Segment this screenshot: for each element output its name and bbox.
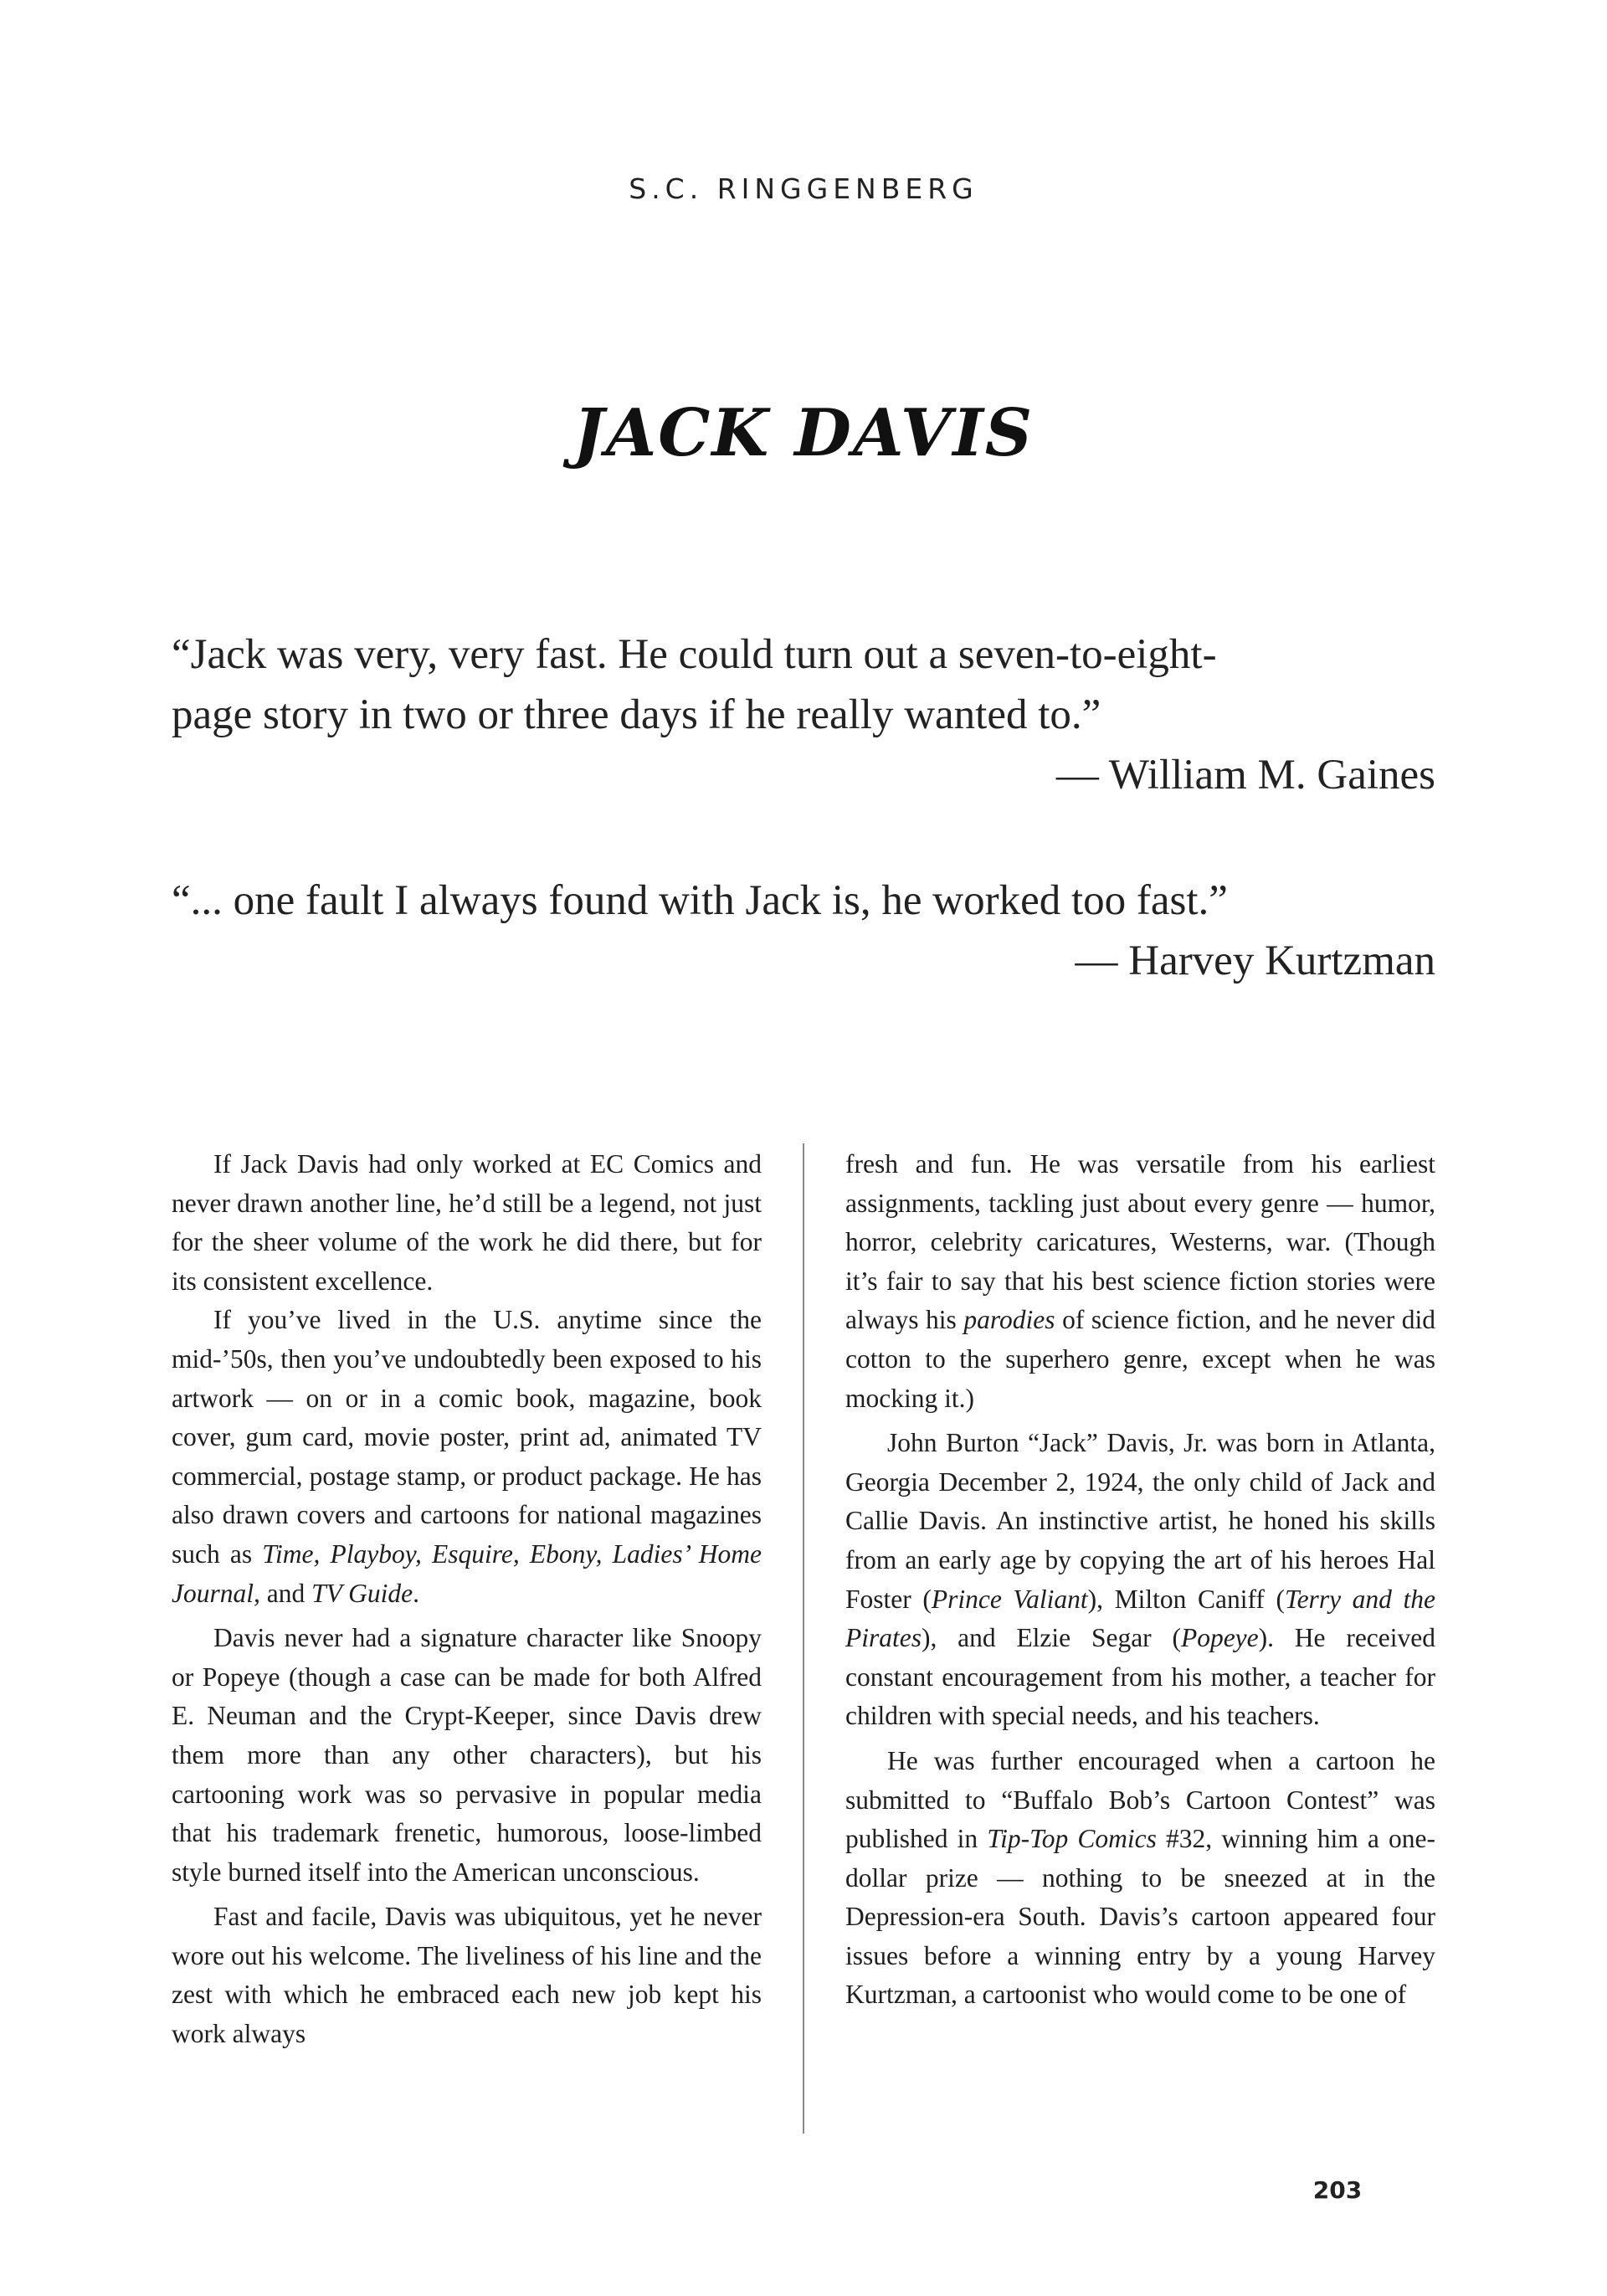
paragraph: fresh and fun. He was versatile from his earliest assignments, tackling just about every genre — humor, horror, celebrity caricatures, Westerns, war. (Though it’s fair to say that his best science fiction stories were always his parodies of science fiction, and he never did cotton to the superhero genre, except when he was mocking it.) [845, 1149, 1436, 1413]
paragraph: Davis never had a signature character like Snoopy or Popeye (though a case can be made for both Alfred E. Neuman and the Crypt-Keeper, since Davis drew them more than any other characters), but his cartooning work was so pervasive in popular media that his trademark frenetic, humorous, loose-limbed style burned itself into the American unconscious. [172, 1623, 762, 1887]
paragraph: If Jack Davis had only worked at EC Comics and never drawn another line, he’d still be a legend, not just for the sheer volume of the work he did there, but for its consistent excellence. [172, 1149, 762, 1296]
quote-line: “... one fault I always found with Jack is, he worked too fast.” [172, 877, 1228, 924]
paragraph: Fast and facile, Davis was ubiquitous, yet he never wore out his welcome. The liveliness of his line and the zest with which he embraced each new job kept his work always [172, 1902, 762, 2049]
body-column-right [845, 1145, 1435, 2015]
quote-attribution: — William M. Gaines [1055, 752, 1435, 799]
epigraph-quote-kurtzman [172, 871, 1435, 991]
quote-line: “Jack was very, very fast. He could turn out a seven-to-eight- [172, 631, 1217, 678]
page-number: 203 [1312, 2176, 1363, 2204]
quote-attribution: — Harvey Kurtzman [1075, 937, 1435, 984]
paragraph: John Burton “Jack” Davis, Jr. was born in Atlanta, Georgia December 2, 1924, the only child of Jack and Callie Davis. An instinctive artist, he honed his skills from an early age by copying the art of his heroes Hal Foster (Prince Valiant), Milton Caniff (Terry and the Pirates), and Elzie Segar (Popeye). He received constant encouragement from his mother, a teacher for children with special needs, and his teachers. [845, 1428, 1435, 1731]
chapter-title: JACK DAVIS [572, 395, 1035, 471]
paragraph: He was further encouraged when a cartoon he submitted to “Buffalo Bob’s Cartoon Contest” was published in Tip-Top Comics #32, winning him a one-dollar prize — nothing to be sneezed at in the Depression-era South. Davis’s cartoon appeared four issues before a winning entry by a young Harvey Kurtzman, a cartoonist who would come to be one of [845, 1745, 1435, 2010]
epigraph-quote-gaines [172, 624, 1435, 805]
column-divider [803, 1143, 804, 2134]
quote-line: page story in two or three days if he really wanted to.” [172, 691, 1101, 738]
author-name: S.C. RINGGENBERG [629, 172, 978, 205]
paragraph: If you’ve lived in the U.S. anytime since the mid-’50s, then you’ve undoubtedly been exposed to his artwork — on or in a comic book, magazine, book cover, gum card, movie poster, print ad, animated TV commercial, postage stamp, or product package. He has also drawn covers and cartoons for national magazines such as Time, Playboy, Esquire, Ebony, Ladies’ Home Journal, and TV Guide. [172, 1305, 762, 1608]
body-column-left [172, 1145, 762, 2054]
